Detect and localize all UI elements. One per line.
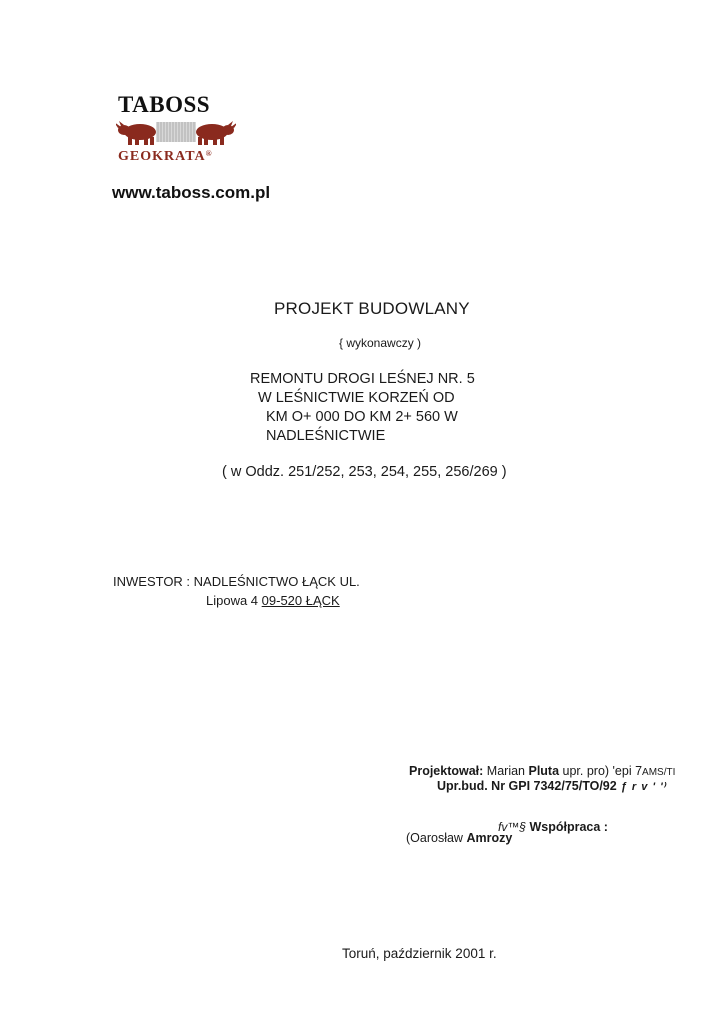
investor-address — [206, 593, 340, 608]
document-title: PROJEKT BUDOWLANY — [274, 299, 470, 318]
logo-emblem — [116, 118, 236, 146]
description-line: W LEŚNICTWIE KORZEŃ OD — [258, 390, 455, 406]
company-logo — [116, 92, 236, 170]
designer-label: Projektował: — [409, 764, 484, 778]
signature-scribble: ƒ r v ' '⁾ — [616, 781, 668, 793]
rhino-icon — [116, 121, 156, 145]
document-subtitle: { wykonawczy ) — [339, 336, 422, 350]
investor-postal-city: 09-520 ŁĄCK — [261, 593, 340, 608]
cooperation-name-prefix: (Oarosław — [406, 831, 467, 845]
designer-first-name: Marian — [483, 764, 529, 778]
building-license-line — [437, 779, 668, 793]
designer-license-suffix: AMS/TI — [642, 767, 676, 778]
website-url: www.taboss.com.pl — [112, 183, 271, 202]
project-description — [250, 370, 475, 446]
logo-brand-bottom-text: GEOKRATA — [118, 149, 206, 164]
grid-pattern-icon — [156, 122, 196, 142]
signature-mark: fv™§ — [498, 820, 527, 834]
cooperation-name-bold: Amrozy — [466, 831, 513, 845]
forest-divisions: ( w Oddz. 251/252, 253, 254, 255, 256/269 ) — [222, 464, 507, 480]
designer-line — [409, 764, 675, 778]
designer-last-name: Pluta — [528, 764, 560, 778]
description-line: REMONTU DROGI LEŚNEJ NR. 5 — [250, 371, 475, 387]
building-license: Upr.bud. Nr GPI 7342/75/TO/92 — [437, 779, 617, 793]
investor-line: INWESTOR : NADLEŚNICTWO ŁĄCK UL. — [113, 574, 360, 589]
logo-brand-top: TABOSS — [118, 92, 211, 117]
rhino-icon — [196, 121, 236, 145]
description-line: NADLEŚNICTWIE — [266, 428, 386, 444]
designer-license-text: upr. pro) 'epi 7 — [559, 764, 643, 778]
trademark-symbol: ® — [205, 149, 213, 158]
logo-brand-bottom — [118, 149, 213, 165]
investor-street: Lipowa 4 — [206, 593, 262, 608]
cooperation-line — [498, 820, 608, 834]
cooperation-label: Współpraca : — [526, 820, 608, 834]
description-line: KM O+ 000 DO KM 2+ 560 W — [266, 409, 458, 425]
place-date: Toruń, październik 2001 r. — [342, 946, 497, 961]
cooperation-name — [406, 831, 512, 845]
